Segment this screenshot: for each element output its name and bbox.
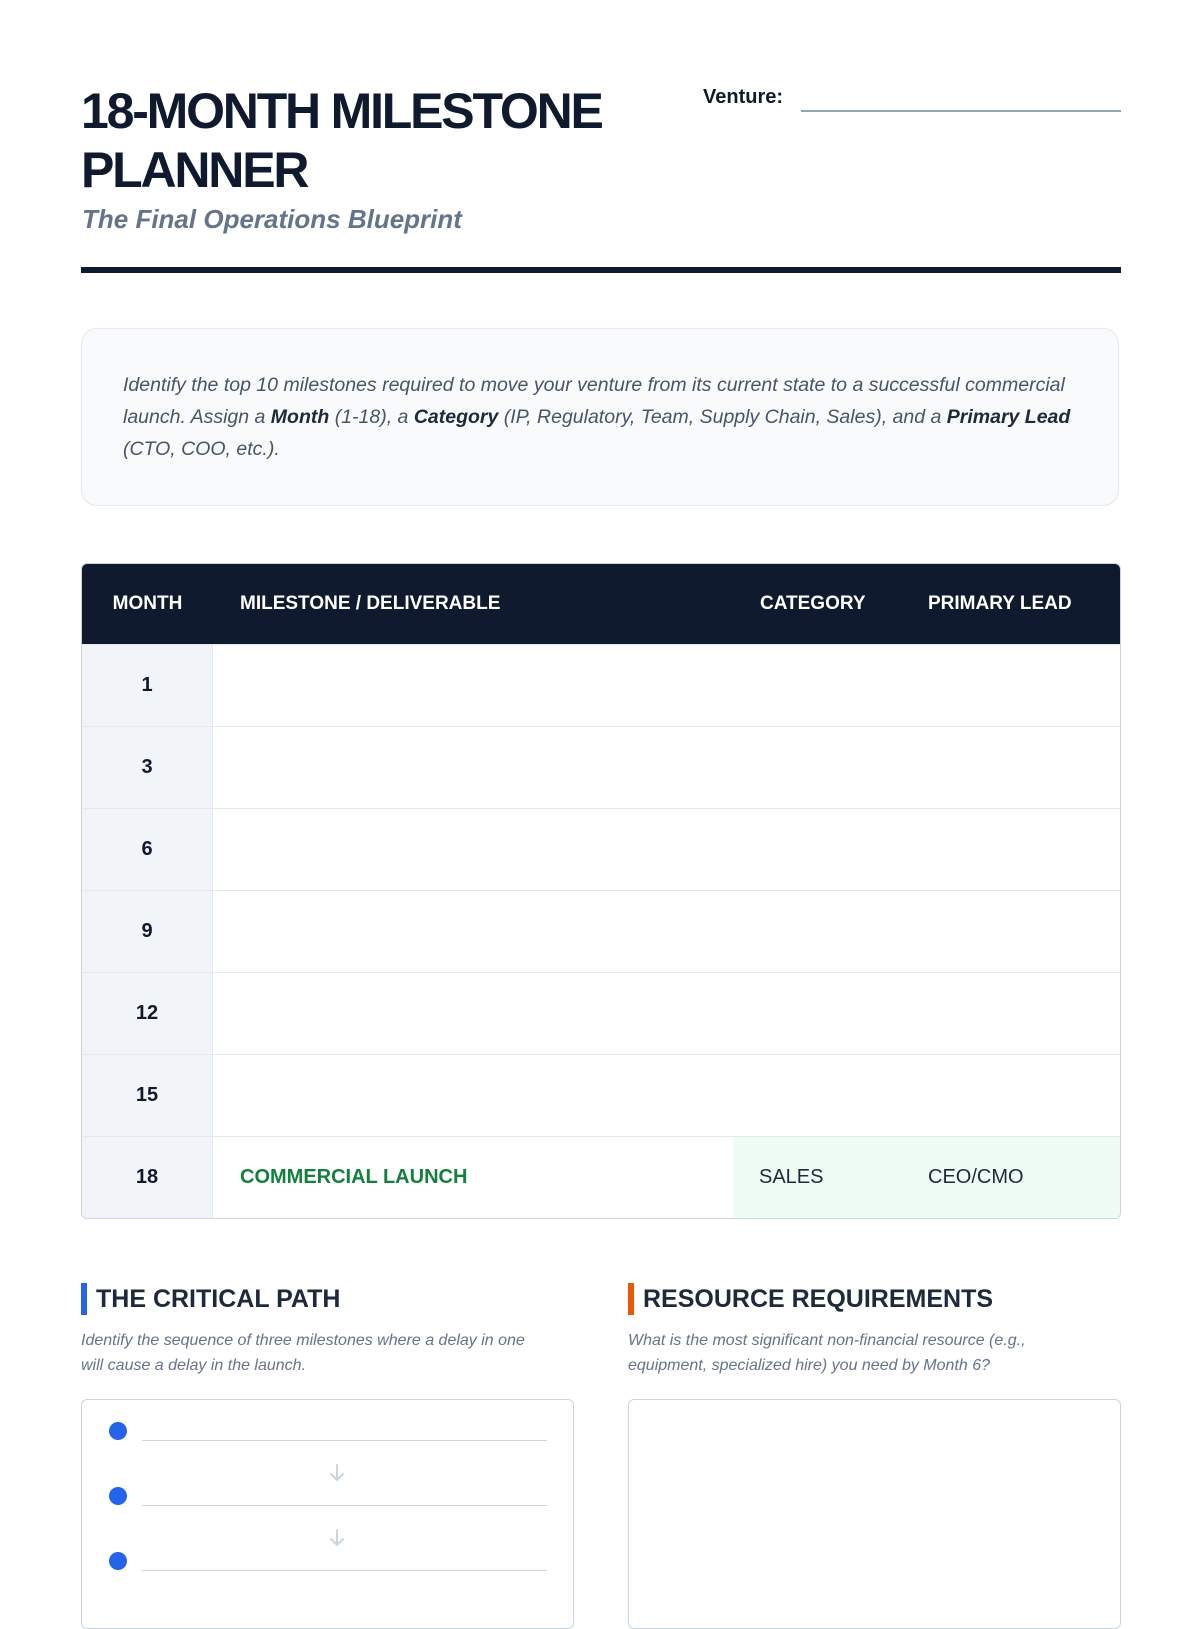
table-row — [82, 890, 1120, 972]
row-month: 6 — [82, 809, 213, 890]
critical-path-step — [82, 1465, 573, 1495]
critical-path-accent-bar — [81, 1283, 87, 1315]
venture-input[interactable] — [801, 110, 1121, 112]
launch-category-cell[interactable]: SALES — [733, 1137, 906, 1218]
resource-requirements-heading: RESOURCE REQUIREMENTS — [628, 1283, 993, 1315]
row-milestone-cell[interactable] — [213, 727, 733, 808]
launch-milestone-cell[interactable]: COMMERCIAL LAUNCH — [240, 1166, 468, 1188]
launch-row — [82, 1136, 1120, 1218]
row-lead-cell[interactable] — [906, 809, 1120, 890]
resource-accent-bar — [628, 1283, 634, 1315]
step-bullet-icon — [109, 1552, 127, 1570]
row-category-cell[interactable] — [733, 973, 906, 1054]
table-row — [82, 726, 1120, 808]
instructions-lead-term: Primary Lead — [946, 406, 1071, 428]
step-bullet-icon — [109, 1487, 127, 1505]
instructions-box — [81, 328, 1119, 506]
row-month: 9 — [82, 891, 213, 972]
row-lead-cell[interactable] — [906, 645, 1120, 726]
venture-label: Venture: — [703, 86, 784, 108]
row-milestone-cell[interactable] — [213, 891, 733, 972]
page-subtitle: The Final Operations Blueprint — [82, 204, 462, 234]
row-month: 1 — [82, 645, 213, 726]
row-category-cell[interactable] — [733, 645, 906, 726]
row-category-cell[interactable] — [733, 727, 906, 808]
critical-path-description: Identify the sequence of three milestones where a delay in one will cause a delay in the launch. — [81, 1332, 525, 1374]
row-month: 15 — [82, 1055, 213, 1136]
table-row — [82, 808, 1120, 890]
row-milestone-cell[interactable] — [213, 645, 733, 726]
row-month: 18 — [82, 1137, 213, 1218]
resource-requirements-description: What is the most significant non-financial resource (e.g., equipment, specialized hire) you need by Month 6? — [628, 1332, 1026, 1374]
table-row — [82, 972, 1120, 1054]
row-milestone-cell[interactable] — [213, 809, 733, 890]
critical-path-step — [82, 1400, 573, 1430]
page-title: 18-MONTH MILESTONE PLANNER — [81, 83, 602, 198]
launch-lead-cell[interactable]: CEO/CMO — [906, 1137, 1120, 1218]
row-month: 3 — [82, 727, 213, 808]
header-month: MONTH — [112, 593, 183, 614]
critical-path-step — [82, 1530, 573, 1560]
critical-path-step-input[interactable] — [142, 1505, 547, 1506]
instructions-text: Identify the top 10 milestones required to move your venture from its current state to a successful commercial launch. Assign a Month (1-18), a Category (IP, Regulatory, Team, Supply Chain, Sales), and a Primary Lead (CTO, COO, etc.). — [123, 374, 1071, 460]
table-row — [82, 644, 1120, 726]
row-category-cell[interactable] — [733, 1055, 906, 1136]
instructions-month-term: Month — [270, 406, 330, 428]
critical-path-step-input[interactable] — [142, 1440, 547, 1441]
header-lead: PRIMARY LEAD — [928, 593, 1072, 614]
row-lead-cell[interactable] — [906, 891, 1120, 972]
header-category: CATEGORY — [760, 593, 866, 614]
header-milestone: MILESTONE / DELIVERABLE — [240, 593, 501, 614]
resource-requirements-answer-box[interactable] — [628, 1399, 1121, 1629]
row-lead-cell[interactable] — [906, 727, 1120, 808]
row-month: 12 — [82, 973, 213, 1054]
critical-path-heading: THE CRITICAL PATH — [81, 1283, 340, 1315]
critical-path-step-input[interactable] — [142, 1570, 547, 1571]
step-bullet-icon — [109, 1422, 127, 1440]
row-milestone-cell[interactable] — [213, 973, 733, 1054]
row-category-cell[interactable] — [733, 891, 906, 972]
milestone-table — [81, 563, 1121, 1219]
title-divider — [81, 267, 1121, 273]
row-milestone-cell[interactable] — [213, 1055, 733, 1136]
row-lead-cell[interactable] — [906, 973, 1120, 1054]
critical-path-panel — [81, 1399, 574, 1629]
instructions-category-term: Category — [413, 406, 499, 428]
table-row — [82, 1054, 1120, 1136]
row-category-cell[interactable] — [733, 809, 906, 890]
row-lead-cell[interactable] — [906, 1055, 1120, 1136]
table-header-row — [82, 564, 1120, 644]
